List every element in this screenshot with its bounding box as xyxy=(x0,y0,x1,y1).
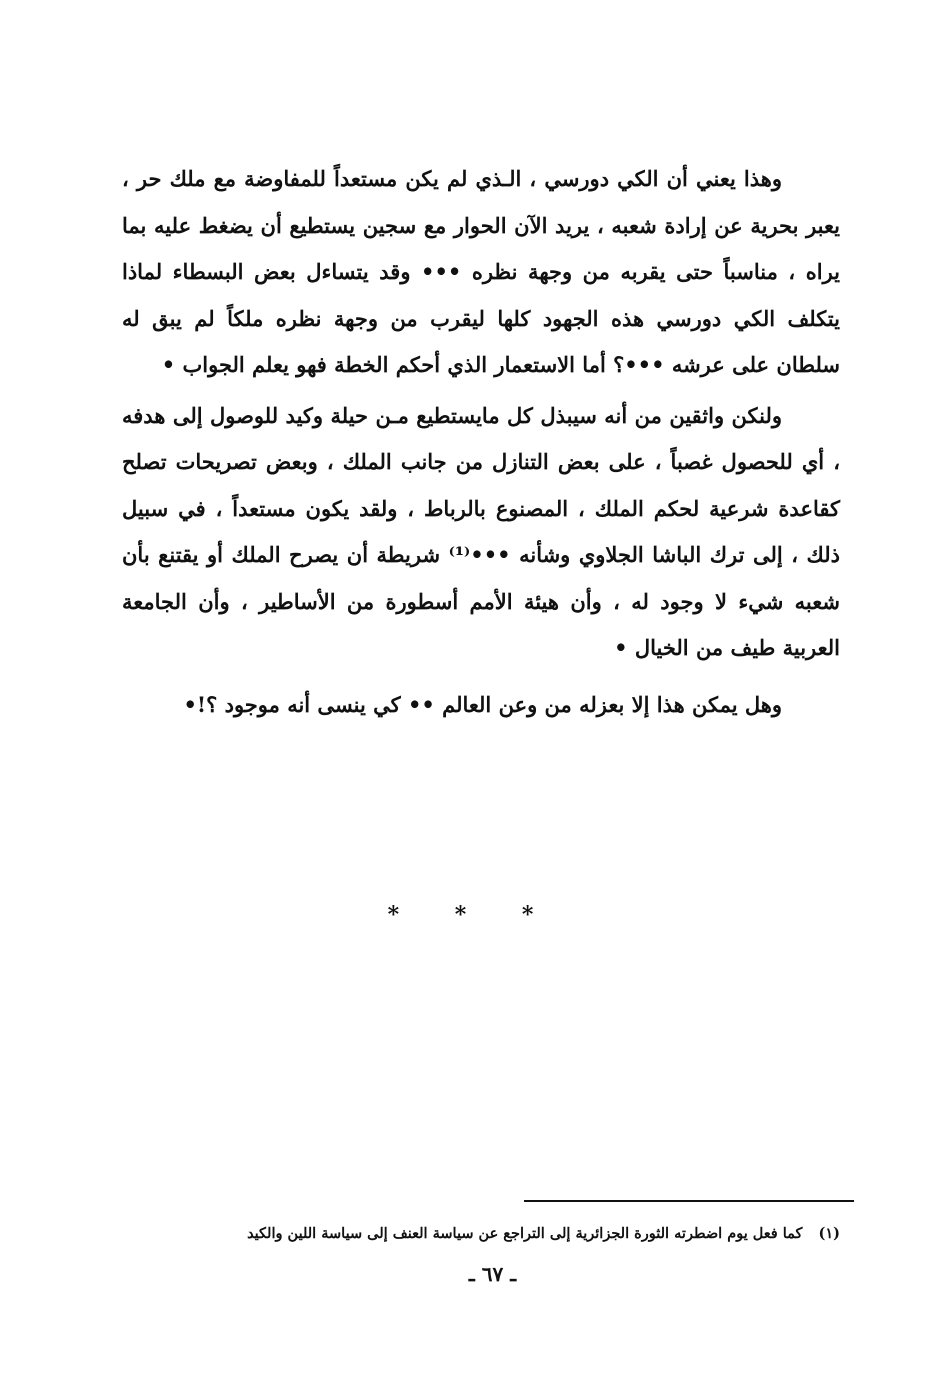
footnote-rule xyxy=(524,1200,854,1202)
footnote-text: كما فعل يوم اضطرته الثورة الجزائرية إلى التراجع عن سياسة العنف إلى سياسة اللين والكيد xyxy=(247,1225,803,1242)
paragraph-1: وهذا يعني أن الكي دورسي ، الـذي لم يكن مستعداً للمفاوضة مع ملك حر ، يعبر بحرية عن إرادة شعبه ، يريد الآن الحوار مع سجين يستطيع أن يضغط عليه بما يراه ، مناسباً حتى يقربه من وجهة نظره ••• وقد يتساءل بعض البسطاء لماذا يتكلف الكي دورسي هذه الجهود كلها ليقرب من وجهة نظره ملكاً لم يبق له سلطان على عرشه •••؟ أما الاستعمار الذي أحكم الخطة فهو يعلم الجواب • xyxy=(122,166,840,377)
paragraph-3: وهل يمكن هذا إلا بعزله من وعن العالم •• كي ينسى أنه موجود ؟!• xyxy=(183,691,782,717)
footnote xyxy=(120,1222,840,1246)
footnote-marker: (١) xyxy=(818,1225,840,1242)
section-separator: * * * xyxy=(387,902,558,928)
paragraph-2: ولنكن واثقين من أنه سيبذل كل مايستطيع مـن حيلة وكيد للوصول إلى هدفه ، أي للحصول غصباً ، على بعض التنازل من جانب الملك ، وبعض تصريحات تصلح كقاعدة شرعية لحكم الملك ، المصنوع بالرباط ، ولقد يكون مستعداً ، في سبيل ذلك ، إلى ترك الباشا الجلاوي وشأنه •••⁽¹⁾ شريطة أن يصرح الملك أو يقتنع بأن شعبه شيء لا وجود له ، وأن هيئة الأمم أسطورة من الأساطير ، وأن الجامعة العربية طيف من الخيال • xyxy=(122,402,840,660)
body-text xyxy=(122,156,840,728)
page-number: ـ ٦٧ ـ xyxy=(468,1262,517,1286)
